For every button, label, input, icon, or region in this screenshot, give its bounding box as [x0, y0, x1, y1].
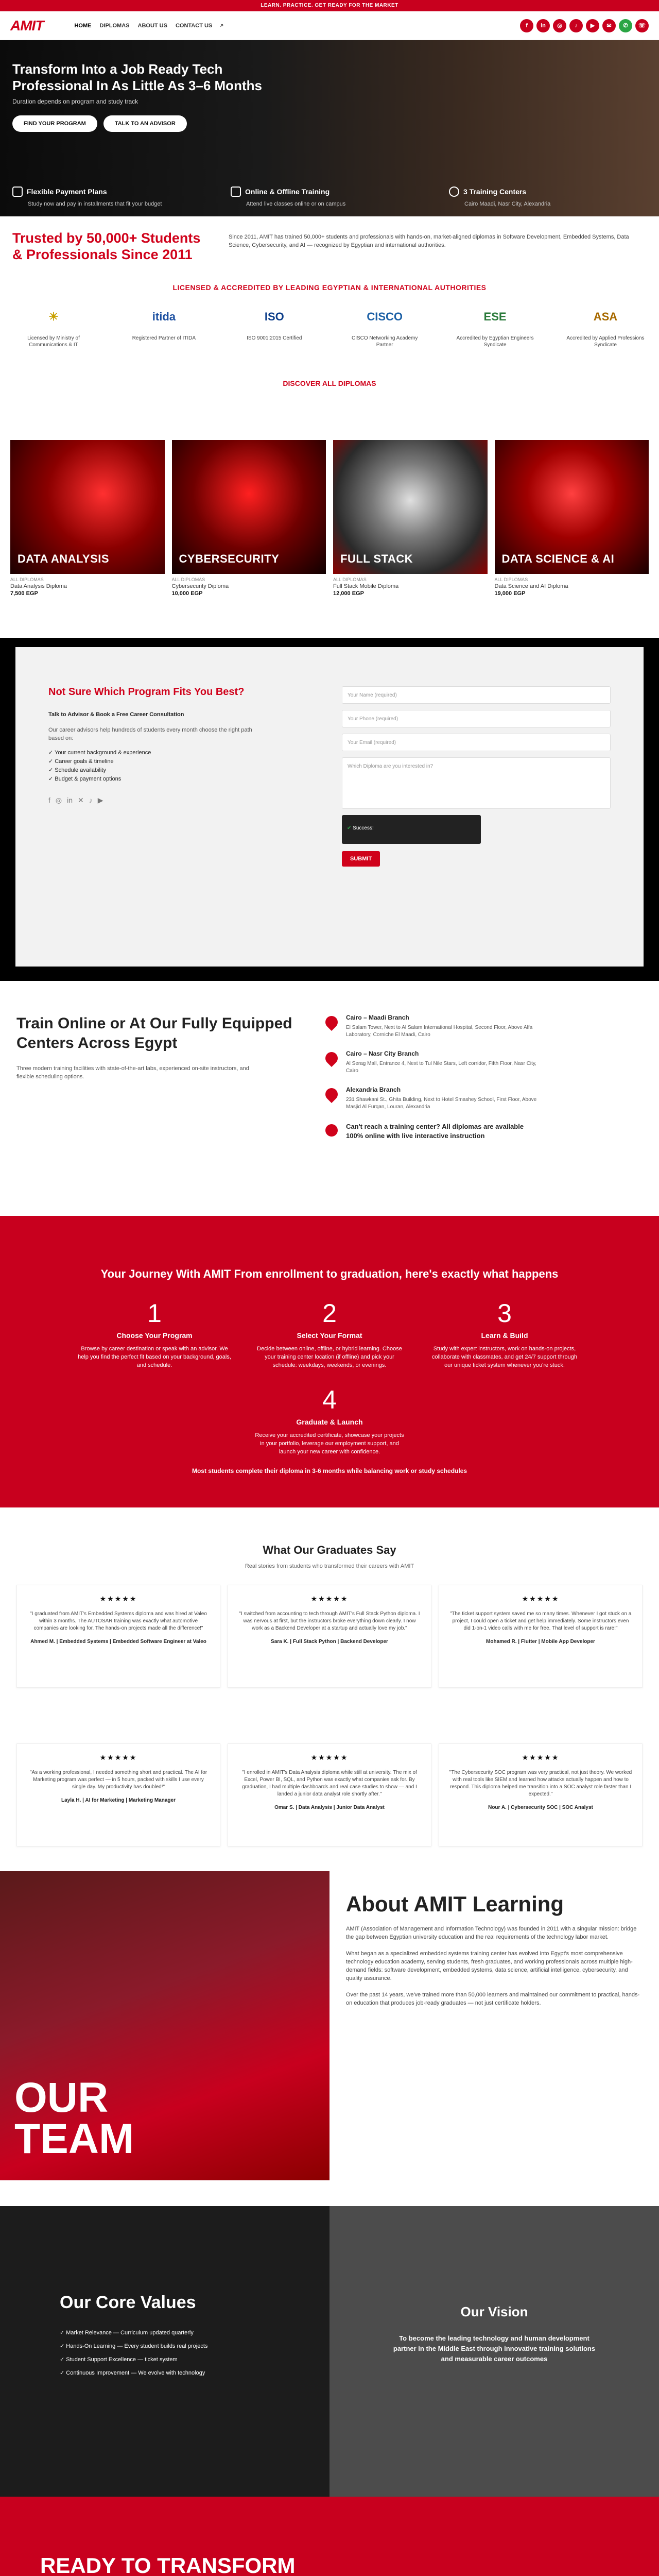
announcement-text: LEARN. PRACTICE. GET READY FOR THE MARKET	[261, 3, 398, 8]
step-number: 4	[322, 1385, 337, 1414]
diploma-name[interactable]: Cybersecurity Diploma	[171, 583, 229, 589]
testimonial-card	[439, 1585, 643, 1688]
testimonials-row	[16, 1585, 643, 1688]
testimonial-quote: "I switched from accounting to tech through AMIT's Full Stack Python diploma. I was nervous at first, but the instructors broke everything down clearly. I now work as a Backend Developer at a startup and actually love my job."	[239, 1611, 420, 1631]
step-desc: Decide between online, offline, or hybrid learning. Choose your training center location (if offline) and pick your schedule: weekdays, weekends, or evenings.	[257, 1346, 402, 1368]
center-item	[325, 1050, 643, 1075]
feature-title: Flexible Payment Plans	[27, 188, 107, 196]
cta-title: READY TO TRANSFORM	[40, 2553, 296, 2576]
tiktok-icon[interactable]: ♪	[569, 19, 583, 32]
cta-section	[0, 2497, 659, 2576]
testimonial-quote: "I graduated from AMIT's Embedded Systems diploma and was hired at Valeo within 3 months. The AUTOSAR training was exactly what automotive companies are looking for. The hands-on projects made all the difference!"	[30, 1611, 207, 1631]
youtube-icon[interactable]: ▶	[586, 19, 599, 32]
instagram-icon[interactable]: ◎	[55, 796, 62, 804]
payment-icon	[12, 187, 23, 197]
about-section	[0, 1871, 659, 2206]
step-desc: Study with expert instructors, work on hands-on projects, collaborate with classmates, and get 24/7 support through our unique ticket system whenever you're stuck.	[432, 1346, 577, 1368]
accreditation-item	[343, 304, 426, 348]
step-number: 3	[497, 1299, 512, 1328]
diploma-label: ALL DIPLOMAS	[333, 577, 367, 582]
centers-list	[325, 1014, 643, 1183]
vision	[330, 2206, 659, 2497]
value-item: ✓ Hands-On Learning — Every student builds real projects	[60, 2343, 208, 2349]
discover-diplomas-link[interactable]: DISCOVER ALL DIPLOMAS	[283, 379, 376, 387]
facebook-icon[interactable]: f	[48, 796, 50, 804]
testimonials-row	[16, 1743, 643, 1846]
nav-home[interactable]: HOME	[74, 22, 92, 29]
accreditation-logos	[12, 304, 647, 348]
rating-stars: ★★★★★	[310, 1595, 349, 1603]
diploma-image	[333, 440, 488, 574]
accreditation-caption: Licensed by Ministry of Communications & IT	[27, 335, 80, 348]
team-photo	[0, 1871, 330, 2180]
laptop-icon	[231, 187, 241, 197]
testimonials-section-2	[0, 1743, 659, 1871]
testimonial-quote: "The Cybersecurity SOC program was very practical, not just theory. We worked with real tools like SIEM and learned how attacks actually happen and how to respond. This diploma helped me transition into a SOC analyst role faster than I expected."	[449, 1770, 632, 1797]
about-paragraph: AMIT (Association of Management and Information Technology) was founded in 2011 with a singular mission: bridge the gap between Egyptian university education and the real requirements of the technology labor market.	[346, 1926, 637, 1940]
accreditation-caption: Accredited by Applied Professions Syndicate	[566, 335, 645, 348]
testimonials-subtitle: Real stories from students who transformed their careers with AMIT	[245, 1563, 414, 1569]
testimonials-title: What Our Graduates Say	[263, 1544, 396, 1556]
testimonial-author: Layla H. | AI for Marketing | Marketing Manager	[61, 1798, 176, 1803]
cisco-logo: CISCO	[367, 310, 403, 323]
diploma-name[interactable]: Data Science and AI Diploma	[494, 583, 568, 589]
itida-logo: itida	[152, 310, 176, 323]
facebook-icon[interactable]: f	[520, 19, 533, 32]
journey-title: Your Journey With AMIT From enrollment to graduation, here's exactly what happens	[100, 1267, 559, 1280]
diploma-card[interactable]	[10, 440, 165, 638]
online-item	[325, 1122, 643, 1141]
diploma-price: 10,000 EGP	[171, 590, 203, 597]
email-icon[interactable]: ✉	[602, 19, 616, 32]
diploma-image-title: CYBERSECURITY	[179, 552, 280, 565]
online-text: Can't reach a training center? All diplomas are available 100% online with live interactive instruction	[346, 1123, 524, 1140]
diploma-price: 19,000 EGP	[494, 590, 526, 597]
diploma-image	[495, 440, 649, 574]
center-item	[325, 1014, 643, 1039]
applied-syndicate-logo: ASA	[593, 310, 618, 323]
feature-centers	[449, 187, 647, 207]
email-field[interactable]: Your Email (required)	[342, 734, 611, 751]
diploma-label: ALL DIPLOMAS	[171, 577, 205, 582]
testimonial-author: Omar S. | Data Analysis | Junior Data Analyst	[274, 1805, 385, 1810]
step-desc: Receive your accredited certificate, showcase your projects in your portfolio, leverage our employment support, and launch your new career with confidence.	[255, 1432, 404, 1455]
diploma-image	[10, 440, 165, 574]
consultation-panel	[15, 647, 644, 967]
globe-icon	[325, 1124, 338, 1137]
list-item: ✓ Your current background & experience	[48, 750, 151, 756]
nav-about[interactable]: ABOUT US	[137, 22, 167, 29]
captcha-status: Success!	[353, 825, 374, 831]
amit-logo[interactable]: AMIT	[10, 17, 44, 33]
social-icons	[520, 19, 649, 32]
hero-subtitle: Duration depends on program and study track	[12, 98, 138, 105]
center-title: Cairo – Maadi Branch	[346, 1014, 409, 1021]
testimonial-quote: "As a working professional, I needed something short and practical. The AI for Marketing program was perfect — in 5 hours, packed with skills I use every single day. My productivity has doubled!"	[29, 1770, 207, 1790]
value-item: ✓ Market Relevance — Curriculum updated quarterly	[60, 2330, 194, 2336]
x-icon[interactable]: ✕	[78, 796, 84, 804]
engineers-syndicate-logo: ESE	[483, 310, 507, 323]
submit-button[interactable]: SUBMIT	[342, 851, 380, 867]
accreditation-heading: LICENSED & ACCREDITED BY LEADING EGYPTIAN & INTERNATIONAL AUTHORITIES	[172, 283, 487, 292]
testimonial-quote: "I enrolled in AMIT's Data Analysis diploma while still at university. The mix of Excel, Power BI, SQL, and Python was exactly what companies ask for. By graduation, I had multiple dashboards and real case studies to show — and I landed a junior data analyst role shortly after."	[242, 1770, 417, 1797]
value-item: ✓ Student Support Excellence — ticket system	[60, 2357, 178, 2363]
testimonial-card	[228, 1585, 431, 1688]
phone-field[interactable]: Your Phone (required)	[342, 710, 611, 727]
step-number: 2	[322, 1299, 337, 1328]
vision-text: To become the leading technology and human development partner in the Middle East through innovative training solutions and measurable career outcomes	[393, 2334, 596, 2363]
testimonial-author: Ahmed M. | Embedded Systems | Embedded Software Engineer at Valeo	[30, 1639, 206, 1645]
consultation-title: Not Sure Which Program Fits You Best?	[48, 686, 245, 698]
accreditation-item	[564, 304, 647, 348]
center-item	[325, 1086, 643, 1111]
testimonial-author: Nour A. | Cybersecurity SOC | SOC Analyst	[488, 1805, 593, 1810]
trusted-section	[0, 216, 659, 277]
location-pin-icon	[323, 1049, 340, 1067]
rating-stars: ★★★★★	[99, 1753, 137, 1761]
center-address: Al Serag Mall, Entrance 4, Next to Tul Nile Stars, Left corridor, Fifth Floor, Nasr City, Cairo	[346, 1061, 536, 1074]
diploma-image	[172, 440, 326, 574]
accreditation-caption: CISCO Networking Academy Partner	[351, 335, 418, 348]
step-number: 1	[147, 1299, 162, 1328]
diploma-label: ALL DIPLOMAS	[10, 577, 44, 582]
find-program-button[interactable]: FIND YOUR PROGRAM	[12, 115, 97, 132]
accreditation-caption: Accredited by Egyptian Engineers Syndicate	[456, 335, 534, 348]
linkedin-icon[interactable]: in	[67, 796, 73, 804]
diploma-price: 12,000 EGP	[333, 590, 364, 597]
step-title: Graduate & Launch	[296, 1418, 363, 1426]
search-icon[interactable]: ⌕	[220, 22, 224, 28]
diploma-label: ALL DIPLOMAS	[494, 577, 528, 582]
training-title: Train Online or At Our Fully Equipped Centers Across Egypt	[16, 1015, 292, 1052]
location-pin-icon	[323, 1086, 340, 1103]
accreditation-item	[233, 304, 316, 348]
core-values	[0, 2206, 330, 2497]
step-title: Select Your Format	[297, 1331, 362, 1340]
values-section	[0, 2206, 659, 2497]
accreditation-caption: ISO 9001:2015 Certified	[247, 335, 302, 341]
center-address: El Salam Tower, Next to Al Salam International Hospital, Second Floor, Above Alfa Laboratory, Corniche El Maadi, Cairo	[346, 1025, 533, 1038]
team-photo-text: OUR TEAM	[14, 2074, 134, 2162]
message-field[interactable]: Which Diploma are you interested in?	[342, 757, 611, 809]
testimonial-card	[228, 1743, 431, 1846]
journey-step	[77, 1298, 232, 1369]
step-title: Choose Your Program	[116, 1331, 193, 1340]
center-title: Cairo – Nasr City Branch	[346, 1050, 419, 1057]
youtube-icon[interactable]: ▶	[97, 796, 103, 804]
accreditation-item	[454, 304, 536, 348]
rating-stars: ★★★★★	[522, 1595, 560, 1603]
captcha-widget[interactable]	[342, 815, 481, 844]
feature-payment	[12, 187, 210, 207]
about-paragraph: Over the past 14 years, we've trained more than 50,000 learners and maintained our commitment to practical, hands-on education that produces job-ready graduates — not just certificate holders.	[346, 1992, 640, 2006]
diploma-name[interactable]: Data Analysis Diploma	[10, 583, 67, 589]
feature-desc: Study now and pay in installments that fit your budget	[28, 201, 162, 207]
feature-training	[231, 187, 428, 207]
center-address: 231 Shawkani St., Ghita Building, Next to Hotel Smashey School, First Floor, Above Masjid Al Furqan, Louran, Alexandria	[346, 1097, 537, 1110]
nav-menu	[74, 22, 223, 29]
consultation-form	[326, 686, 611, 927]
step-title: Learn & Build	[481, 1331, 528, 1340]
diploma-image-title: DATA ANALYSIS	[18, 552, 110, 565]
consultation-list	[48, 749, 326, 784]
accreditation-section	[0, 277, 659, 432]
rating-stars: ★★★★★	[310, 1753, 349, 1761]
journey-section	[0, 1216, 659, 1507]
core-values-title: Our Core Values	[60, 2293, 196, 2312]
about-paragraph: What began as a specialized embedded systems training center has evolved into Egypt's most comprehensive technology education academy, serving students, fresh graduates, and working professionals across multiple high-demand fields: software development, embedded systems, data science, artificial intelligence, cybersecurity, and quality assurance.	[346, 1951, 633, 1981]
phone-icon[interactable]: ☏	[635, 19, 649, 32]
list-item: ✓ Schedule availability	[48, 767, 106, 773]
step-desc: Browse by career destination or speak with an advisor. We help you find the perfect fit based on your background, goals, and schedule.	[78, 1346, 231, 1368]
diploma-card[interactable]	[333, 440, 488, 638]
testimonials-section	[0, 1507, 659, 1743]
hero-title: Transform Into a Job Ready Tech Professional In As Little As 3–6 Months	[12, 61, 262, 93]
feature-title: Online & Offline Training	[245, 188, 330, 196]
top-announcement-bar	[0, 0, 659, 11]
talk-advisor-button[interactable]: TALK TO AN ADVISOR	[103, 115, 187, 132]
hero-features	[0, 187, 659, 207]
diploma-card[interactable]	[495, 440, 649, 638]
consultation-social	[48, 796, 326, 805]
linkedin-icon[interactable]: in	[536, 19, 550, 32]
testimonial-card	[16, 1743, 220, 1846]
hero-section	[0, 40, 659, 216]
diploma-price: 7,500 EGP	[10, 590, 38, 597]
diploma-name[interactable]: Full Stack Mobile Diploma	[333, 583, 399, 589]
journey-step	[252, 1385, 407, 1456]
trusted-text: Since 2011, AMIT has trained 50,000+ students and professionals with hands-on, market-aligned diplomas in Software Development, Embedded Systems, Data Science, Cybersecurity, and AI — recognized by Egyptian and international authorities.	[229, 234, 629, 248]
feature-title: 3 Training Centers	[463, 188, 527, 196]
training-centers-section	[0, 981, 659, 1216]
rating-stars: ★★★★★	[99, 1595, 137, 1603]
ministry-logo: ☀	[48, 310, 59, 323]
training-text: Three modern training facilities with state-of-the-art labs, experienced on-site instructors, and flexible scheduling options.	[16, 1065, 249, 1080]
about-title: About AMIT Learning	[346, 1892, 564, 1916]
testimonial-card	[439, 1743, 643, 1846]
consultation-subtitle: Talk to Advisor & Book a Free Career Consultation	[48, 711, 184, 718]
diploma-image-title: FULL STACK	[340, 552, 413, 565]
value-item: ✓ Continuous Improvement — We evolve with technology	[60, 2370, 205, 2376]
accreditation-item	[12, 304, 95, 348]
location-pin-icon	[323, 1013, 340, 1031]
vision-title: Our Vision	[460, 2304, 528, 2319]
rating-stars: ★★★★★	[522, 1753, 560, 1761]
list-item: ✓ Career goals & timeline	[48, 758, 114, 765]
iso-logo: ISO	[264, 310, 284, 323]
testimonial-card	[16, 1585, 220, 1688]
journey-note: Most students complete their diploma in 3-6 months while balancing work or study schedules	[192, 1467, 467, 1475]
testimonial-quote: "The ticket support system saved me so many times. Whenever I got stuck on a project, I could open a ticket and get help immediately. Some instructors even did 1-on-1 video calls with me for free. That level of support is rare!"	[449, 1611, 632, 1631]
diploma-image-title: DATA SCIENCE & AI	[501, 552, 615, 565]
diploma-card[interactable]	[172, 440, 326, 638]
diplomas-grid	[0, 432, 659, 638]
consultation-text: Our career advisors help hundreds of students every month choose the right path based on:	[48, 727, 252, 741]
testimonial-author: Sara K. | Full Stack Python | Backend Developer	[271, 1639, 388, 1645]
list-item: ✓ Budget & payment options	[48, 776, 122, 782]
nav-diplomas[interactable]: DIPLOMAS	[99, 22, 130, 29]
consultation-section	[0, 638, 659, 981]
center-title: Alexandria Branch	[346, 1086, 401, 1093]
instagram-icon[interactable]: ◎	[553, 19, 566, 32]
journey-step	[252, 1298, 407, 1369]
tiktok-icon[interactable]: ♪	[89, 796, 93, 804]
nav-contact[interactable]: CONTACT US	[175, 22, 213, 29]
main-navigation	[0, 11, 659, 40]
name-field[interactable]: Your Name (required)	[342, 686, 611, 704]
feature-desc: Attend live classes online or on campus	[246, 201, 346, 207]
testimonial-author: Mohamed R. | Flutter | Mobile App Developer	[486, 1639, 595, 1645]
journey-step	[427, 1298, 582, 1369]
location-icon	[449, 187, 459, 197]
trusted-title: Trusted by 50,000+ Students & Professionals Since 2011	[12, 230, 201, 262]
whatsapp-icon[interactable]: ✆	[619, 19, 632, 32]
check-icon: ✔	[347, 825, 352, 831]
accreditation-caption: Registered Partner of ITIDA	[132, 335, 196, 341]
accreditation-item	[123, 304, 205, 348]
feature-desc: Cairo Maadi, Nasr City, Alexandria	[464, 201, 551, 207]
